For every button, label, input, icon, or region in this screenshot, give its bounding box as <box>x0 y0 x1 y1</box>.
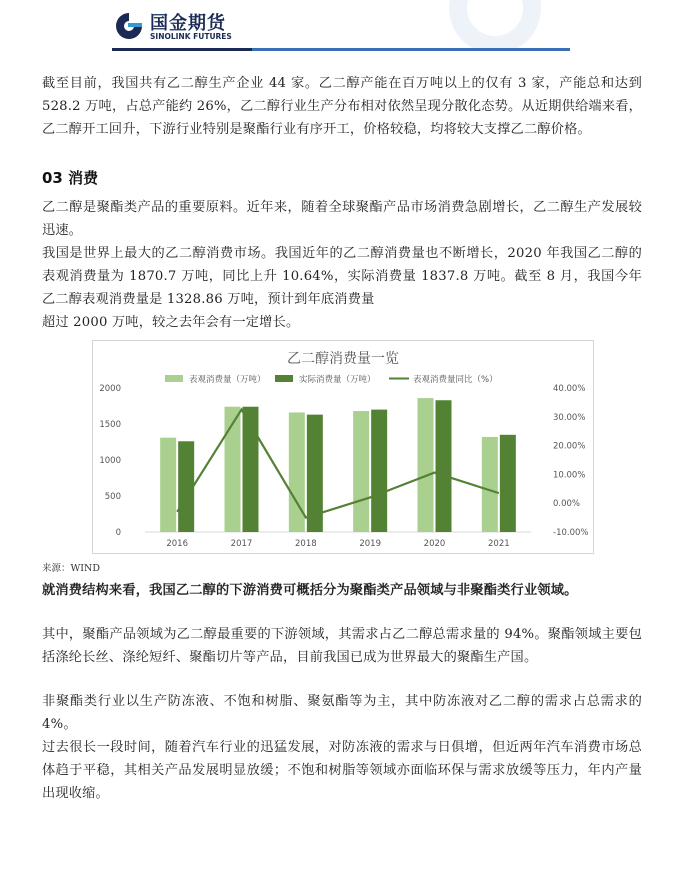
chart-svg <box>93 341 593 553</box>
bar-apparent-2016 <box>160 438 176 532</box>
y-right-tick-label: 30.00% <box>553 412 586 423</box>
y-right-tick-label: 40.00% <box>553 384 586 394</box>
y-left-tick-label: 500 <box>104 492 121 502</box>
bar-apparent-2018 <box>289 412 305 532</box>
paragraph-market: 过去很长一段时间，随着汽车行业的迅猛发展，对防冻液的需求与日俱增，但近两年汽车消费市场总体趋于平稳，其相关产品发展明显放缓；不饱和树脂等领域亦面临环保与需求放缓等压力，年内产量出现收缩。 <box>42 740 642 801</box>
y-right-tick-label: 0.00% <box>553 499 581 510</box>
y-left-tick-label: 2000 <box>99 384 121 394</box>
paragraph-consumption: 我国是世界上最大的乙二醇消费市场。我国近年的乙二醇消费量也不断增长，2020 年我国乙二醇的表观消费量为 1870.7 万吨，同比上升 10.64%，实际消费量 1837.8 万吨。截至 8 月，我国今年乙二醇表观消费量是 1328.86 万吨，预计到年底消费量 <box>42 246 642 307</box>
paragraph-capacity: 截至目前，我国共有乙二醇生产企业 44 家。乙二醇产能在百万吨以上的仅有 3 家，产能总和达到 528.2 万吨，占总产能约 26%，乙二醇行业生产分布相对依然呈现分散化态势。从近期供给端来看，乙二醇开工回升，下游行业特别是聚酯行业有序开工，价格较稳，均将较大支撑乙二醇价格。 <box>42 76 642 137</box>
header-rule-light <box>252 48 570 51</box>
bar-apparent-2020 <box>418 398 434 532</box>
y-right-tick-label: -10.00% <box>553 528 589 538</box>
x-tick-label: 2020 <box>423 539 446 549</box>
legend-label-3: 表观消费量同比（%） <box>413 375 498 385</box>
y-left-tick-label: 1500 <box>99 420 121 430</box>
paragraph-polyester: 其中，聚酯产品领域为乙二醇最重要的下游领域，其需求占乙二醇总需求量的 94%。聚酯领域主要包括涤纶长丝、涤纶短纤、聚酯切片等产品，目前我国已成为世界最大的聚酯生产国。 <box>42 627 642 665</box>
paragraph-non-polyester: 非聚酯类行业以生产防冻液、不饱和树脂、聚氨酯等为主，其中防冻液对乙二醇的需求占总需求的 4%。 <box>42 694 642 732</box>
y-right-tick-label: 20.00% <box>553 441 586 452</box>
legend-label-2: 实际消费量（万吨） <box>299 375 376 385</box>
bar-apparent-2021 <box>482 437 498 532</box>
bar-actual-2021 <box>500 435 516 532</box>
paragraph-intro: 乙二醇是聚酯类产品的重要原料。近年来，随着全球聚酯产品市场消费急剧增长，乙二醇生产发展较迅速。 <box>42 200 642 238</box>
bar-apparent-2019 <box>353 411 369 532</box>
x-tick-label: 2018 <box>295 539 317 549</box>
y-left-tick-label: 0 <box>115 528 121 538</box>
brand-name-en: SINOLINK FUTURES <box>150 32 232 41</box>
y-left-tick-label: 1000 <box>99 456 121 466</box>
bar-actual-2020 <box>436 400 452 532</box>
legend-swatch-2 <box>275 375 293 382</box>
consumption-chart <box>92 340 594 554</box>
y-right-tick-label: 10.00% <box>553 470 586 481</box>
page-header <box>0 0 680 60</box>
header-rule-dark <box>112 48 252 51</box>
chart-title: 乙二醇消费量一览 <box>287 351 399 367</box>
legend-label-1: 表观消费量（万吨） <box>189 375 266 385</box>
watermark-logo-icon <box>440 0 550 48</box>
x-tick-label: 2021 <box>488 539 510 549</box>
x-tick-label: 2017 <box>230 539 253 549</box>
x-tick-label: 2016 <box>166 539 188 549</box>
brand-logo-icon <box>114 11 144 41</box>
legend-swatch-1 <box>165 375 183 382</box>
chart-source: 来源：WIND <box>42 563 100 574</box>
paragraph-consumption-end: 超过 2000 万吨，较之去年会有一定增长。 <box>42 315 300 330</box>
bar-actual-2019 <box>371 410 387 532</box>
section-title: 03 消费 <box>42 169 99 187</box>
brand-name-cn: 国金期货 <box>150 13 226 34</box>
paragraph-structure-heading: 就消费结构来看，我国乙二醇的下游消费可概括分为聚酯类产品领域与非聚酯类行业领域。 <box>42 583 578 598</box>
x-tick-label: 2019 <box>359 539 381 549</box>
